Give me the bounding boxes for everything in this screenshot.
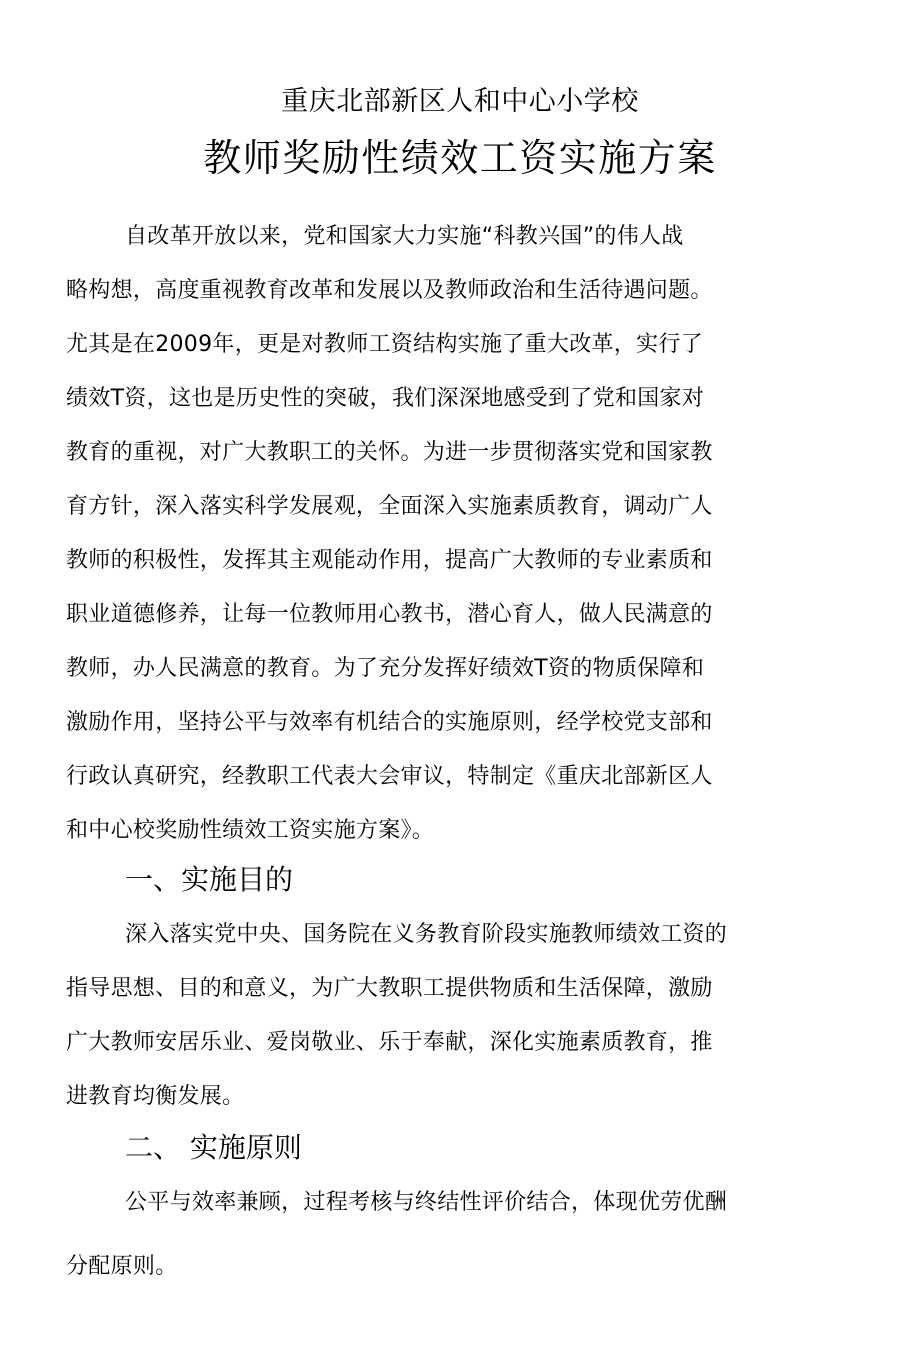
paragraph-line: 教育的重视，对广大教职工的关怀。为进一步贯彻落实党和国家教 xyxy=(66,440,713,465)
document-title: 教师奖励性绩效工资实施方案 xyxy=(203,136,717,180)
document-subtitle: 重庆北部新区人和中心小学校 xyxy=(281,86,639,117)
paragraph-line: 尤其是在2009年，更是对教师工资结构实施了重大改革，实行了 xyxy=(66,332,703,357)
paragraph-line: 激励作用，坚持公平与效率有机结合的实施原则，经学校党支部和 xyxy=(66,710,713,735)
section-heading: 二、 实施原则 xyxy=(125,1131,302,1164)
paragraph-line: 和中心校奖励性绩效工资实施方案》。 xyxy=(66,818,435,843)
paragraph-line: 职业道德修养，让每一位教师用心教书，潜心育人，做人民满意的 xyxy=(66,602,713,627)
paragraph-line: 教师的积极性，发挥其主观能动作用，提高广大教师的专业素质和 xyxy=(66,548,713,573)
section-heading: 一、实施目的 xyxy=(125,863,294,896)
paragraph-line: 分配原则。 xyxy=(66,1254,178,1279)
paragraph-line: 进教育均衡发展。 xyxy=(66,1084,245,1109)
paragraph-line: 教师，办人民满意的教育。为了充分发挥好绩效T资的物质保障和 xyxy=(66,656,705,681)
paragraph-line: 深入落实党中央、国务院在义务教育阶段实施教师绩效工资的 xyxy=(125,922,728,947)
paragraph-line: 育方针，深入落实科学发展观，全面深入实施素质教育，调动广人 xyxy=(66,494,713,519)
paragraph-line: 自改革开放以来，党和国家大力实施“科教兴国”的伟人战 xyxy=(125,224,684,249)
paragraph-line: 略构想，高度重视教育改革和发展以及教师政治和生活待遇问题。 xyxy=(66,278,713,303)
paragraph-line: 指导思想、目的和意义，为广大教职工提供物质和生活保障，激励 xyxy=(66,976,713,1001)
paragraph-line: 行政认真研究，经教职工代表大会审议，特制定《重庆北部新区人 xyxy=(66,764,713,789)
paragraph-line: 公平与效率兼顾，过程考核与终结性评价结合，体现优劳优酬 xyxy=(125,1190,728,1215)
paragraph-line: 绩效T资，这也是历史性的突破，我们深深地感受到了党和国家对 xyxy=(66,386,705,411)
paragraph-line: 广大教师安居乐业、爱岗敬业、乐于奉献，深化实施素质教育，推 xyxy=(66,1030,713,1055)
